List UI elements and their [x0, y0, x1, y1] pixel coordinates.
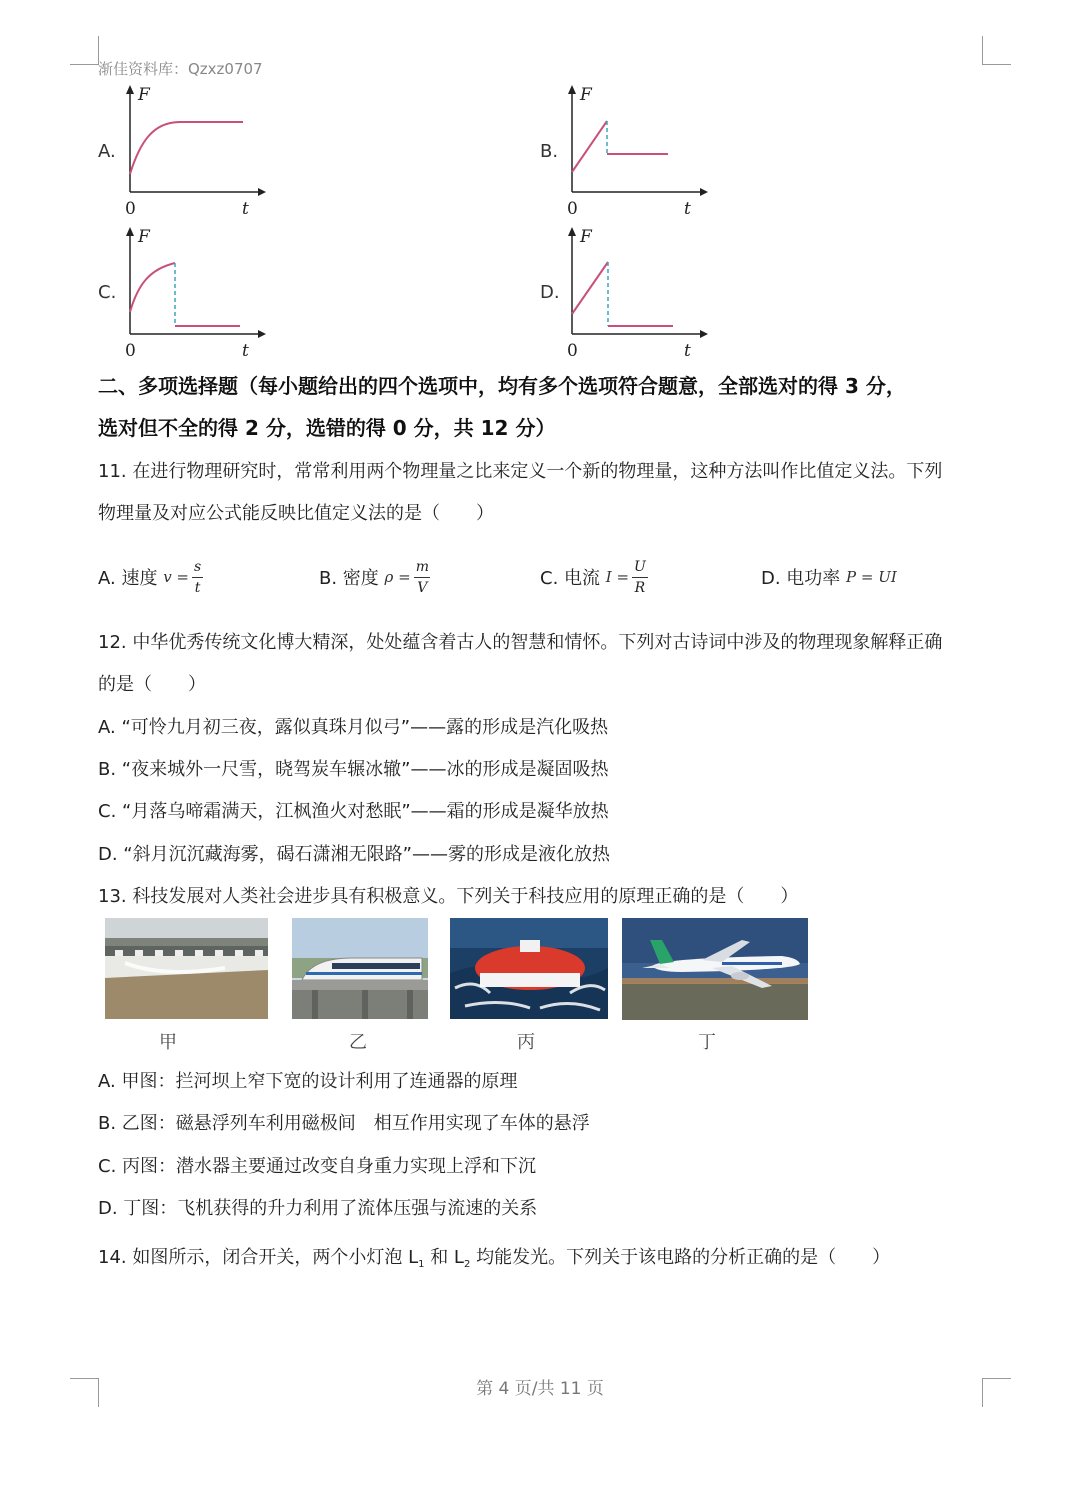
- q11-option-a: [98, 552, 206, 602]
- t-axis-label: t: [242, 341, 249, 361]
- watermark: 渐佳资料库：Qzxz0707: [98, 60, 263, 78]
- q12-option-a: A. “可怜九月初三夜，露似真珠月似弓”——露的形成是汽化吸热: [98, 717, 609, 738]
- q12-option-c: C. “月落乌啼霜满天，江枫渔火对愁眠”——霜的形成是凝华放热: [98, 801, 609, 822]
- q13-option-c: C. 丙图：潜水器主要通过改变自身重力实现上浮和下沉: [98, 1156, 537, 1177]
- q13-option-a: A. 甲图：拦河坝上窄下宽的设计利用了连通器的原理: [98, 1071, 518, 1092]
- formula-lhs: ρ =: [384, 568, 411, 586]
- fraction-numerator: m: [415, 558, 429, 575]
- q13-option-b: B. 乙图：磁悬浮列车利用磁极间 相互作用实现了车体的悬浮: [98, 1113, 590, 1134]
- q14-text-part3: 均能发光。下列关于该电路的分析正确的是（ ）: [470, 1247, 891, 1268]
- q11-text-line1: 11. 在进行物理研究时，常常利用两个物理量之比来定义一个新的物理量，这种方法叫作比值定义法。下列: [98, 461, 943, 482]
- q14-text-part1: 14. 如图所示，闭合开关，两个小灯泡 L: [98, 1247, 419, 1268]
- corner-mark-top-right: [982, 36, 1011, 65]
- corner-mark-top-left: [70, 36, 99, 65]
- maglev-train-photo: [292, 918, 428, 1019]
- airplane-illustration: [622, 918, 808, 1020]
- origin-label: 0: [567, 341, 578, 361]
- force-curve: [130, 122, 243, 174]
- t-axis-label: t: [684, 199, 691, 219]
- force-rise-line: [572, 121, 607, 172]
- submersible-photo: [450, 918, 608, 1019]
- q11-option-c: [540, 552, 651, 602]
- maglev-illustration: [292, 918, 428, 1019]
- option-prefix: A. 速度: [98, 568, 158, 589]
- section-title-line1: 二、多项选择题（每小题给出的四个选项中，均有多个选项符合题意，全部选对的得 3 分，: [98, 374, 906, 398]
- y-axis-arrow: [568, 85, 576, 94]
- graph-a-label: A.: [98, 141, 116, 162]
- f-axis-label: F: [580, 85, 592, 105]
- q13-text: 13. 科技发展对人类社会进步具有积极意义。下列关于科技应用的原理正确的是（ ）: [98, 886, 799, 907]
- q12-text-line2: 的是（ ）: [98, 674, 206, 695]
- f-axis-label: F: [138, 85, 150, 105]
- caption-jia: 甲: [159, 1032, 177, 1053]
- x-axis-arrow: [700, 188, 708, 196]
- origin-label: 0: [125, 199, 136, 219]
- y-axis-arrow: [126, 227, 134, 236]
- q12-option-d: D. “斜月沉沉藏海雾，碣石潇湘无限路”——雾的形成是液化放热: [98, 844, 610, 865]
- t-axis-label: t: [684, 341, 691, 361]
- force-rise-line: [572, 262, 608, 314]
- fraction-denominator: t: [192, 577, 204, 598]
- fraction-denominator: V: [414, 577, 430, 598]
- fraction-denominator: R: [632, 577, 649, 598]
- graph-a: [118, 82, 268, 222]
- graph-d: [560, 224, 710, 364]
- fraction: [413, 557, 432, 598]
- q13-option-d: D. 丁图：飞机获得的升力利用了流体压强与流速的关系: [98, 1198, 538, 1219]
- fraction-numerator: s: [194, 558, 202, 575]
- dam-illustration: [105, 918, 268, 1019]
- option-prefix: B. 密度: [319, 568, 379, 589]
- option-prefix: C. 电流: [540, 568, 601, 589]
- graph-b-label: B.: [540, 141, 559, 162]
- fraction: [631, 557, 649, 598]
- x-axis-arrow: [700, 330, 708, 338]
- q12-option-b: B. “夜来城外一尺雪，晓驾炭车辗冰辙”——冰的形成是凝固吸热: [98, 759, 609, 780]
- x-axis-arrow: [258, 330, 266, 338]
- q14-subscript-2: 2: [463, 1259, 471, 1270]
- caption-ding: 丁: [698, 1032, 716, 1053]
- option-prefix: D. 电功率: [761, 568, 841, 589]
- graph-d-label: D.: [540, 282, 560, 303]
- caption-yi: 乙: [349, 1032, 367, 1053]
- f-axis-label: F: [138, 227, 150, 247]
- fraction-numerator: U: [634, 558, 646, 575]
- graph-c-label: C.: [98, 282, 117, 303]
- formula-lhs: I =: [605, 568, 630, 586]
- origin-label: 0: [125, 341, 136, 361]
- x-axis-arrow: [258, 188, 266, 196]
- section-title-line2: 选对但不全的得 2 分，选错的得 0 分，共 12 分）: [98, 416, 556, 440]
- y-axis-arrow: [568, 227, 576, 236]
- caption-bing: 丙: [517, 1032, 535, 1053]
- airplane-photo: [622, 918, 808, 1020]
- q14-text-part2: 和 L: [424, 1247, 464, 1268]
- q11-option-d: [761, 552, 897, 602]
- page-number: 第 4 页/共 11 页: [476, 1379, 604, 1399]
- q11-option-b: [319, 552, 434, 602]
- force-curve: [130, 263, 175, 312]
- graph-c: [118, 224, 268, 364]
- f-axis-label: F: [580, 227, 592, 247]
- formula-lhs: v =: [163, 568, 189, 586]
- q11-text-line2: 物理量及对应公式能反映比值定义法的是（ ）: [98, 503, 494, 524]
- y-axis-arrow: [126, 85, 134, 94]
- q12-text-line1: 12. 中华优秀传统文化博大精深，处处蕴含着古人的智慧和情怀。下列对古诗词中涉及的物理现象解释正确: [98, 632, 943, 653]
- fraction: [191, 557, 204, 598]
- dam-photo: [105, 918, 268, 1019]
- submersible-illustration: [450, 918, 608, 1019]
- q14-text: [98, 1243, 890, 1270]
- formula-expression: P = UI: [846, 568, 897, 586]
- q14-subscript-1: 1: [418, 1259, 425, 1270]
- graph-b: [560, 82, 710, 222]
- origin-label: 0: [567, 199, 578, 219]
- t-axis-label: t: [242, 199, 249, 219]
